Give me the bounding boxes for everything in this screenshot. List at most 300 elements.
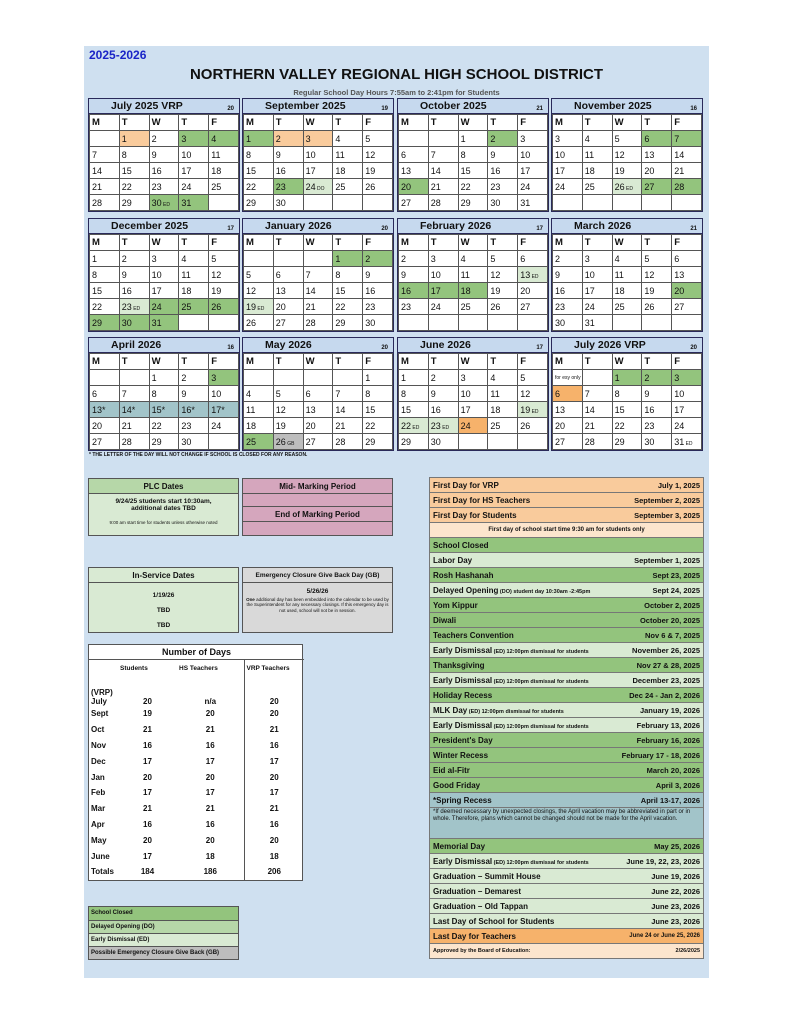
month-calendar [397,337,549,451]
calendar-day: 10 [672,386,702,402]
weekday-header: W [303,115,333,131]
calendar-day: 6 [553,386,583,402]
calendar-day [179,315,209,331]
event-row [429,928,704,944]
weekday-header: T [273,235,303,251]
month-header [89,99,239,114]
calendar-day: 19 [209,283,239,299]
calendar-day: 23 ED [119,299,149,315]
calendar-day: 11 [244,402,274,418]
calendar-day: 2 [363,251,393,267]
calendar-day: 15 [119,163,149,179]
weekday-header: T [642,115,672,131]
calendar-day: 27 [399,195,429,211]
month-day-count: 17 [227,226,234,232]
weekday-header: F [672,115,702,131]
calendar-day: 16 [119,283,149,299]
month-calendar [551,98,703,212]
weekday-header: W [458,115,488,131]
calendar-day [119,370,149,386]
calendar-day: 28 [582,434,612,450]
calendar-day: 25 [244,434,274,450]
days-count: 16 [244,738,304,754]
calendar-day: 17 [149,283,179,299]
event-row [429,597,704,613]
calendar-day [333,370,363,386]
event-date: September 1, 2025 [634,555,700,565]
weekday-header: M [553,354,583,370]
calendar-day: 6 [399,147,429,163]
calendar-day: 21 [90,179,120,195]
calendar-day: 10 [303,147,333,163]
event-label: Memorial Day [433,841,486,851]
give-back-title: Emergency Closure Give Back Day (GB) [243,568,392,583]
give-back-text: One additional day has been embedded into the calendar to be used by the Superintendent for any necessary closings. If this emergency day is not used, school will not be in session. [246,597,389,613]
month-header [89,338,239,353]
calendar-day: 9 [273,147,303,163]
calendar-day: 9 [642,386,672,402]
days-count: 20 [143,697,152,706]
calendar-day: 18 [458,283,488,299]
calendar-day [582,370,612,386]
calendar-day: 16 [488,163,518,179]
calendar-day: 19 ED [244,299,274,315]
calendar-day: 12 [518,386,548,402]
calendar-day: 21 [333,418,363,434]
calendar-day [672,315,702,331]
calendar-day: 17 [428,283,458,299]
days-count: 19 [143,709,152,719]
calendar-day: 21 [303,299,333,315]
weekday-header: M [244,235,274,251]
calendar-day: 5 [642,251,672,267]
calendar-day: 20 [303,418,333,434]
calendar-day: 25 [333,179,363,195]
calendar-day: 3 [428,251,458,267]
calendar-day: 28 [428,195,458,211]
number-of-days-table [88,644,303,881]
event-label: Diwali [433,615,457,625]
event-label: Yom Kippur [433,600,478,610]
calendar-day: 4 [244,386,274,402]
weekday-header: F [363,354,393,370]
calendar-day: 22 [363,418,393,434]
weekday-header: T [119,115,149,131]
calendar-day: 3 [179,131,209,147]
event-label: Graduation – Summit House [433,871,541,881]
calendar-day: 20 [399,179,429,195]
calendar-day: 17* [209,402,239,418]
in-service-date: TBD [156,607,171,614]
days-month-label: Oct [91,725,105,735]
event-label: Eid al-Fitr [433,765,470,775]
days-count: 20 [205,772,215,782]
calendar-day: 27 [90,434,120,450]
event-date: April 3, 2026 [655,780,700,790]
calendar-day [303,251,333,267]
event-date: June 23, 2026 [651,916,700,926]
month-name: July 2025 VRP [111,100,183,112]
calendar-day: 10 [179,147,209,163]
calendar-day: 24 [518,179,548,195]
calendar-day: 9 [428,386,458,402]
calendar-day: 26 [209,299,239,315]
calendar-day: 28 [90,195,120,211]
month-day-count: 20 [690,345,697,351]
days-count: 21 [244,722,304,738]
calendar-day: 11 [209,147,239,163]
calendar-day: 7 [90,147,120,163]
event-row [429,702,704,718]
weekday-header: F [518,354,548,370]
weekday-header: T [488,115,518,131]
calendar-day: 22 ED [399,418,429,434]
weekday-header: F [209,235,239,251]
calendar-day: 26 ED [612,179,642,195]
month-header [552,99,702,114]
days-month-label: Jan [91,772,105,782]
calendar-day: 17 [672,402,702,418]
month-calendar [242,337,394,451]
weekday-header: T [428,354,458,370]
event-date: Nov 6 & 7, 2025 [644,630,700,640]
month-calendar [551,218,703,332]
weekday-header: T [119,354,149,370]
color-legend [88,906,239,960]
calendar-day: 17 [518,163,548,179]
calendar-day: 2 [179,370,209,386]
month-day-count: 20 [381,345,388,351]
calendar-day [303,195,333,211]
plc-dates-box [88,478,239,536]
calendar-day: 10 [582,267,612,283]
calendar-day: 6 [303,386,333,402]
month-header [552,219,702,234]
days-count: 17 [205,756,215,766]
calendar-day: 24 DO [303,179,333,195]
plc-line-2: additional dates TBD [131,505,196,512]
days-count: 17 [205,788,215,798]
event-date: 2/26/2025 [675,948,700,954]
in-service-box [88,567,239,633]
calendar-day: 30 [488,195,518,211]
calendar-day: 2 [273,131,303,147]
calendar-day: 14 [582,402,612,418]
calendar-day: 5 [273,386,303,402]
calendar-day: 3 [209,370,239,386]
weekday-header: T [642,235,672,251]
event-date: June 22, 2026 [651,886,700,896]
event-label: First Day for Students [433,510,517,520]
weekday-header: M [244,115,274,131]
month-name: December 2025 [111,220,189,232]
event-row [429,537,704,553]
calendar-day: 5 [518,370,548,386]
calendar-day: 16 [399,283,429,299]
calendar-day: 22 [458,179,488,195]
event-date: July 1, 2025 [657,480,700,490]
days-count: 21 [143,725,152,735]
event-label: First day of school start time 9:30 am for students only [488,527,645,533]
days-column-header: Students [120,664,148,672]
calendar-day: 5 [363,131,393,147]
calendar-day [458,315,488,331]
month-header [398,219,548,234]
event-row [429,838,704,854]
weekday-header: W [303,235,333,251]
calendar-day: 9 [553,267,583,283]
plc-line-1: 9/24/25 students start 10:30am, [115,498,212,505]
in-service-date: TBD [156,622,171,629]
calendar-day: 19 [642,283,672,299]
marking-period-box [242,478,393,536]
event-date: Sept 23, 2025 [652,570,700,580]
calendar-day [642,195,672,211]
in-service-date: 1/19/26 [152,592,175,599]
calendar-day: 16 [273,163,303,179]
calendar-day: 3 [303,131,333,147]
days-count: 20 [143,835,152,845]
month-name: May 2026 [265,339,312,351]
calendar-day: 30 [642,434,672,450]
calendar-day: 5 [488,251,518,267]
calendar-day: 23 [553,299,583,315]
calendar-day: 15 [612,402,642,418]
calendar-day: 1 [90,251,120,267]
calendar-day: 6 [642,131,672,147]
month-day-count: 21 [536,106,543,112]
calendar-day: 1 [149,370,179,386]
plc-footnote: 9:00 am start time for students unless otherwise noted [109,520,218,525]
calendar-day: 29 [119,195,149,211]
calendar-day: 1 [244,131,274,147]
event-date: Sept 24, 2025 [652,585,700,595]
days-count: 17 [143,851,152,861]
calendar-day: 26 [244,315,274,331]
calendar-day: 7 [582,386,612,402]
calendar-day: 9 [488,147,518,163]
event-label: Graduation – Demarest [433,886,522,896]
calendar-day: 7 [333,386,363,402]
weekday-header: T [582,354,612,370]
calendar-day [428,315,458,331]
calendar-day: 25 [209,179,239,195]
calendar-day [399,131,429,147]
calendar-day: 13 [273,283,303,299]
month-calendar [397,98,549,212]
calendar-day: 29 [399,434,429,450]
month-name: July 2026 VRP [574,339,646,351]
calendar-day: 21 [119,418,149,434]
days-count: 21 [205,725,215,735]
calendar-day: 26 GB [273,434,303,450]
event-row [429,792,704,808]
calendar-day: 24 [672,418,702,434]
event-date: December 23, 2025 [632,675,700,685]
month-header [89,219,239,234]
calendar-day: 26 [363,179,393,195]
calendar-day: 18 [612,283,642,299]
calendar-day: 11 [612,267,642,283]
calendar-day: 2 [149,131,179,147]
calendar-day: 18 [244,418,274,434]
calendar-day: 22 [244,179,274,195]
month-day-count: 20 [381,226,388,232]
event-row [429,627,704,643]
calendar-day: 31 ED [672,434,702,450]
calendar-day: 20 [273,299,303,315]
event-date: June 19, 2026 [651,871,700,881]
calendar-day: 18 [582,163,612,179]
month-day-count: 19 [381,106,388,112]
calendar-day: 24 [149,299,179,315]
event-row [429,807,704,839]
calendar-day: 12 [244,283,274,299]
month-header [243,338,393,353]
event-row [429,732,704,748]
calendar-day [90,370,120,386]
days-count: 21 [244,801,304,817]
calendar-day: 12 [488,267,518,283]
plc-dates-title: PLC Dates [89,479,238,494]
event-date: September 3, 2025 [634,510,700,520]
give-back-day-box [242,567,393,633]
month-calendar [88,218,240,332]
days-month-label: Feb [91,788,106,798]
legend-item: Possible Emergency Closure Give Back (GB) [89,946,238,959]
calendar-day: 15 [458,163,488,179]
calendar-day [488,315,518,331]
calendar-day: 8 [244,147,274,163]
days-count: 17 [143,756,152,766]
calendar-day: 20 [642,163,672,179]
weekday-header: F [672,235,702,251]
calendar-day: 16 [642,402,672,418]
weekday-header: T [119,235,149,251]
days-count: 20 [244,769,304,785]
calendar-day: 3 [149,251,179,267]
month-header [243,219,393,234]
days-count: 20 [205,835,215,845]
calendar-day [333,195,363,211]
event-row [429,883,704,899]
calendar-day: 7 [428,147,458,163]
calendar-day: 28 [119,434,149,450]
event-label: Rosh Hashanah [433,570,494,580]
days-count: 17 [244,785,304,801]
calendar-day: 27 [672,299,702,315]
calendar-day: 22 [90,299,120,315]
event-label: *Spring Recess [433,795,492,805]
month-name: April 2026 [111,339,162,351]
event-date: Nov 27 & 28, 2025 [636,660,700,670]
month-day-count: 20 [227,106,234,112]
calendar-day: 31 [518,195,548,211]
event-row [429,507,704,523]
event-row [429,672,704,688]
event-row [429,612,704,628]
days-month-label: Apr [91,819,105,829]
month-name: January 2026 [265,220,332,232]
days-month-label: May [91,835,107,845]
weekday-header: M [399,115,429,131]
event-date: April 13-17, 2026 [640,795,700,805]
weekday-header: M [90,235,120,251]
calendar-day: 18 [179,283,209,299]
event-date: May 25, 2026 [654,841,700,851]
event-date: January 19, 2026 [639,705,700,715]
days-count: 20 [143,772,152,782]
calendar-day: 16 [428,402,458,418]
month-day-count: 17 [536,226,543,232]
days-count: 20 [244,832,304,848]
weekday-header: T [179,354,209,370]
calendar-day: 3 [672,370,702,386]
calendar-day: 8 [333,267,363,283]
calendar-day: 4 [488,370,518,386]
month-header [398,338,548,353]
weekday-header: M [553,235,583,251]
calendar-day: 1 [458,131,488,147]
event-date: October 20, 2025 [639,615,700,625]
calendar-day: 5 [244,267,274,283]
calendar-day: 3 [518,131,548,147]
calendar-day: 13 [303,402,333,418]
days-count: 17 [143,788,152,798]
calendar-day [209,315,239,331]
calendar-day: 12 [612,147,642,163]
calendar-day: 22 [612,418,642,434]
event-label: Early Dismissal (ED) 12:00pm dismissal for students [433,675,589,685]
calendar-day [488,434,518,450]
event-date: June 24 or June 25, 2026 [629,933,700,939]
calendar-day [363,195,393,211]
legend-item: Delayed Opening (DO) [89,920,238,933]
days-month-label: Nov [91,740,107,750]
event-row [429,687,704,703]
calendar-day [244,370,274,386]
month-name: November 2025 [574,100,652,112]
event-label: Winter Recess [433,750,489,760]
calendar-day: 10 [518,147,548,163]
calendar-day: 19 [612,163,642,179]
weekday-header: W [612,354,642,370]
calendar-day: 11 [179,267,209,283]
calendar-day: 31 [149,315,179,331]
calendar-day [582,195,612,211]
event-label: Early Dismissal (ED) 12:00pm dismissal for students [433,645,589,655]
calendar-day: 23 [642,418,672,434]
weekday-header: M [90,115,120,131]
calendar-day: 13 [399,163,429,179]
weekday-header: T [582,235,612,251]
calendar-day: 22 [119,179,149,195]
calendar-day: 2 [399,251,429,267]
calendar-page [84,46,709,978]
calendar-day: 21 [582,418,612,434]
days-column-header: HS Teachers [179,664,218,672]
days-count: 16 [143,740,152,750]
in-service-title: In-Service Dates [89,568,238,583]
month-name: October 2025 [420,100,487,112]
event-label: Last Day of School for Students [433,916,555,926]
event-date: November 26, 2025 [632,645,700,655]
weekday-header: W [458,354,488,370]
month-day-count: 21 [690,226,697,232]
weekday-header: F [518,235,548,251]
calendar-day: 20 [90,418,120,434]
calendar-day: 21 [428,179,458,195]
